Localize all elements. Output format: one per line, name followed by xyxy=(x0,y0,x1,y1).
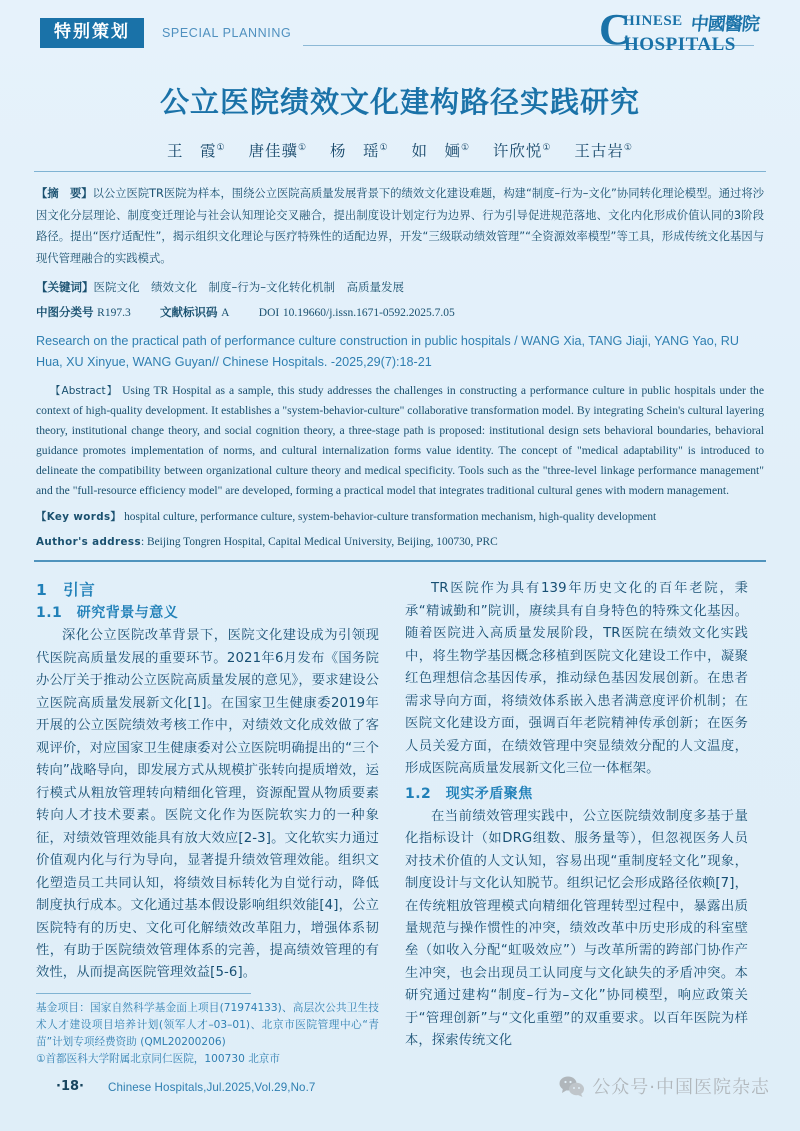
keywords-en-label: 【Key words】 xyxy=(36,510,122,523)
affiliation-line: ①首都医科大学附属北京同仁医院，100730 北京市 xyxy=(36,1053,280,1066)
clc-label: 中图分类号 xyxy=(36,304,94,319)
author-mark: ① xyxy=(216,141,226,152)
journal-logo xyxy=(599,5,764,58)
abstract-cn-paragraph xyxy=(36,183,764,270)
section-badge-en: SPECIAL PLANNING xyxy=(162,26,292,40)
heading-section-1: 1 引言 xyxy=(36,581,96,600)
heading-section-1-2: 1.2 现实矛盾聚焦 xyxy=(405,785,533,802)
author-name: 王 霞 xyxy=(167,143,217,160)
author-name: 王古岩 xyxy=(574,143,624,160)
doi-value: 10.19660/j.issn.1671-0592.2025.7.05 xyxy=(282,306,455,319)
author-address-label: Author's address xyxy=(36,536,141,549)
author-address-text: Beijing Tongren Hospital, Capital Medical University, Beijing, 100730, PRC xyxy=(147,536,498,549)
abstract-cn-label: 【摘 要】 xyxy=(36,187,93,200)
abstract-cn-block xyxy=(36,183,764,270)
author-name: 许欣悦 xyxy=(492,143,543,160)
article-title: 公立医院绩效文化建构路径实践研究 xyxy=(159,85,640,119)
keywords-cn-label: 【关键词】 xyxy=(36,279,94,294)
english-title-citation: Research on the practical path of performance culture construction in public hospitals / WANG Xia, TANG Jiaji, YANG Yao, RU Hua, XU Xinyue, WANG Guyan// Chinese Hospitals. -2025,29(7):18-21 xyxy=(36,333,739,369)
author-address-line: Author's address: Beijing Tongren Hospital, Capital Medical University, Beijing, 100730, PRC xyxy=(36,536,498,549)
wechat-watermark xyxy=(559,1073,770,1099)
doi-label: DOI xyxy=(258,306,280,319)
classification-line xyxy=(36,304,764,320)
funding-line-1: 基金项目：国家自然科学基金面上项目(71974133)、高层次公共卫生技术人才建设项目培养计划(领军人才–03–01)、北京市医院管理中心“青苗”计划专项经费资助 (QML20200206) xyxy=(36,1001,379,1049)
abstract-en-block xyxy=(36,381,764,501)
funding-divider xyxy=(36,993,251,994)
abstract-cn-text: 以公立医院TR医院为样本，围绕公立医院高质量发展背景下的绩效文化建设难题，构建“制度–行为–文化”协同转化理论模型。通过将沙因文化分层理论、制度变迁理论与社会认知理论交叉融合，提出制度设计划定行为边界、行为引导促进规范落地、文化内化形成价值认同的3阶段路径。提出“医疗适配性”，揭示组织文化理论与医疗特殊性的适配边界，开发“三级联动绩效管理”“全资源效率模型”等工具，形成传统文化基因与现代管理融合的实践模式。 xyxy=(36,187,764,266)
author-mark: ① xyxy=(542,141,552,152)
heading-section-1-1: 1.1 研究背景与意义 xyxy=(36,605,179,622)
keywords-en-line xyxy=(36,508,764,526)
author-name: 杨 瑶 xyxy=(329,143,380,160)
body-top-rule xyxy=(34,560,766,562)
abstract-top-rule xyxy=(34,171,766,172)
author-list xyxy=(0,139,800,161)
page-footer xyxy=(0,1075,800,1105)
logo-cn-characters: 中國醫院 xyxy=(689,14,760,35)
keywords-cn-text: 医院文化 绩效文化 制度–行为–文化转化机制 高质量发展 xyxy=(93,279,404,294)
abstract-en-paragraph xyxy=(36,381,764,501)
clc-value: R197.3 xyxy=(97,306,131,319)
author-item xyxy=(330,143,389,160)
author-item xyxy=(493,143,552,160)
logo-hospitals-text: HOSPITALS xyxy=(624,34,736,55)
abstract-en-text: Using TR Hospital as a sample, this study addresses the challenges in constructing a performance culture in public hospitals under the context of high-quality development. It establishes a "system-behavior-culture" collaborative transformation model. By integrating Schein's cultural layering theory, institutional change theory, and social cognition theory, a three-stage path is proposed: institutional design sets behavioral boundaries, behavioral guidance promotes implementation of norms, and cultural internalization forms value identity. The concept of "medical adaptability" is introduced to delineate the compatibility between organizational culture theory and medical specificity. Tools such as the "three-level linkage performance management" and the "full-resource efficiency model" are developed, forming a practical model that integrates traditional cultural genes with modern management. xyxy=(36,384,764,497)
author-item xyxy=(167,143,226,160)
right-paragraph-2: 在当前绩效管理实践中，公立医院绩效制度多基于量化指标设计（如DRG组数、服务量等），但忽视医务人员对技术价值的人文认知，容易出现“重制度轻文化”现象，制度设计与文化认知脱节。组织记忆会形成路径依赖[7]，在传统粗放管理模式向精细化管理转型过程中，暴露出质量规范与操作惯性的冲突，绩效改革中历史形成的科室壁垒（如收入分配“虹吸效应”）与改革所需的跨部门协作产生冲突，也会出现员工认同度与文化缺失的矛盾冲突。本研究通过建构“制度–行为–文化”协同模型，响应政策关于“管理创新”与“文化重塑”的双重要求。以百年医院为样本，探索传统文化 xyxy=(405,808,748,1049)
doc-type-label: 文献标识码 xyxy=(160,304,218,319)
keywords-cn-line xyxy=(36,279,764,295)
author-item xyxy=(411,143,470,160)
logo-letter-c: C xyxy=(599,5,631,54)
right-column xyxy=(405,578,748,1068)
author-mark: ① xyxy=(460,141,471,152)
left-paragraph-1: 深化公立医院改革背景下，医院文化建设成为引领现代医院高质量发展的重要环节。2021年6月发布《国务院办公厅关于推动公立医院高质量发展的意见》，要求建设公立医院高质量发展新文化[1]。在国家卫生健康委2019年开展的公立医院绩效考核工作中，对绩效文化成效做了客观评价，对应国家卫生健康委对公立医院明确提出的“三个转向”战略导向，即发展方式从规模扩张转向提质增效，运行模式从粗放管理转向精细化管理，资源配置从物质要素转向人才技术要素。医院文化作为医院软实力的一种象征，对绩效管理效能具有放大效应[2-3]。文化软实力通过价值观内化与行为导向，显著提升绩效管理效能。组织文化塑造员工共同认知，将绩效目标转化为自觉行动，降低制度执行成本。文化通过基本假设影响组织效能[4]，公立医院特有的历史、文化可化解绩效改革阻力，增强体系韧性，有助于医院绩效管理体系的完善，提高绩效管理的有效性，从而提高医院管理效益[5-6]。 xyxy=(36,628,379,981)
page-number: ·18· xyxy=(56,1079,84,1094)
body-columns xyxy=(36,578,764,1068)
section-badge-cn: 特别策划 xyxy=(40,18,144,48)
author-mark: ① xyxy=(623,141,633,152)
right-paragraph-1: TR医院作为具有139年历史文化的百年老院，秉承“精诚勤和”院训，赓续具有自身特色的特殊文化基因。随着医院进入高质量发展阶段，TR医院在绩效文化实践中，将生物学基因概念移植到医院文化建设工作中，凝聚红色理想信念基因传承，推动绿色基因发展创新。在患者需求导向方面，将绩效体系嵌入患者满意度评价机制；在医院文化建设方面，强调百年老院精神传承创新；在医务人员关爱方面，在绩效管理中突显绩效分配的人文温度，形成医院高质量发展新文化三位一体框架。 xyxy=(405,581,748,777)
doc-type-value: A xyxy=(221,306,230,319)
journal-citation-footer: Chinese Hospitals,Jul.2025,Vol.29,No.7 xyxy=(108,1081,316,1094)
watermark-text: 公众号·中国医院杂志 xyxy=(592,1077,770,1098)
page-header xyxy=(0,0,800,66)
author-mark: ① xyxy=(298,141,308,152)
logo-chinese-text: HINESE xyxy=(623,13,683,29)
author-name: 唐佳骥 xyxy=(248,143,299,160)
author-item xyxy=(249,143,308,160)
left-column xyxy=(36,578,379,1068)
funding-note xyxy=(36,1000,379,1069)
keywords-en-text: hospital culture, performance culture, system-behavior-culture transformation mechanism, high-quality development xyxy=(124,510,657,523)
author-name: 如 婳 xyxy=(411,143,461,160)
abstract-en-label: 【Abstract】 xyxy=(50,385,119,398)
author-mark: ① xyxy=(379,141,389,152)
author-item xyxy=(574,143,633,160)
wechat-icon xyxy=(559,1075,585,1097)
